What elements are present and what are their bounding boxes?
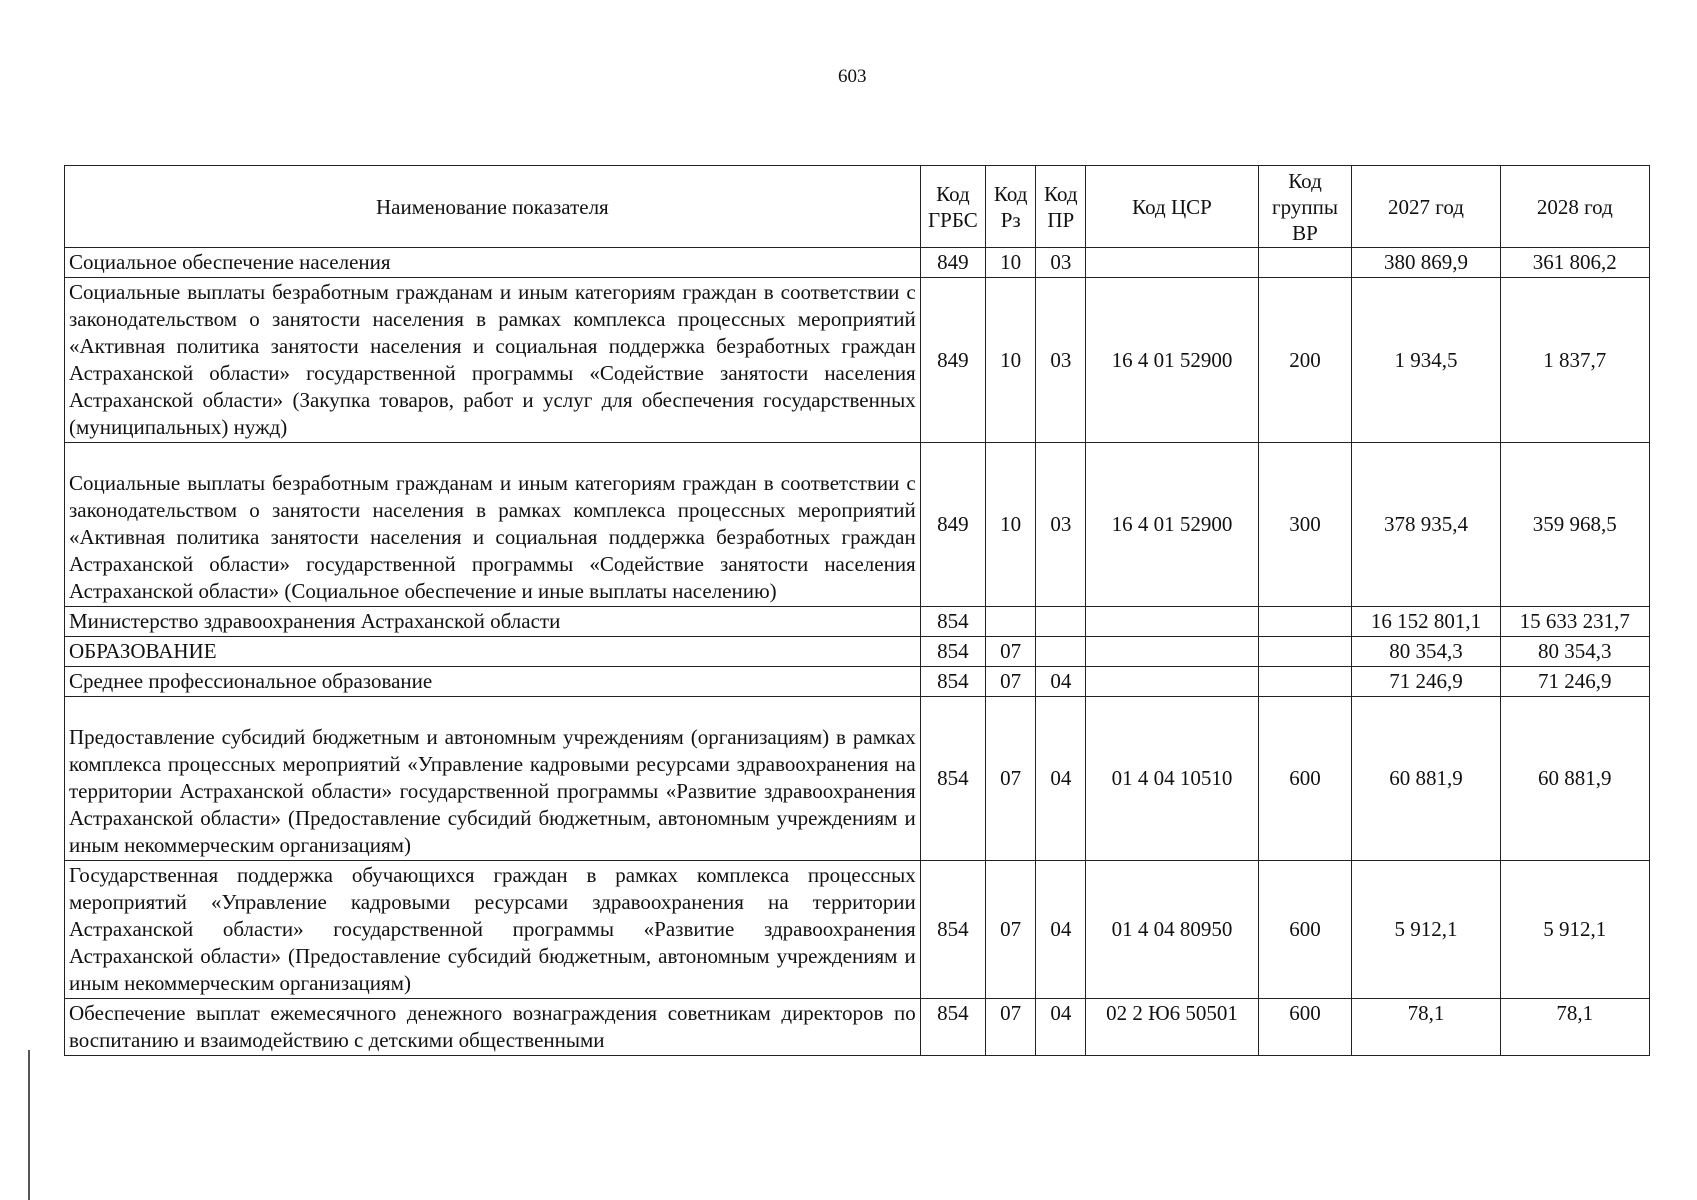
header-csr: Код ЦСР (1086, 166, 1258, 248)
row-name: Социальные выплаты безработным гражданам и иным категориям граждан в соответствии с законодательством о занятости населения в рамках комплекса процессных мероприятий «Активная политика занятости населения и социальная поддержка безработных граждан Астраханской области» государственной программы «Содействие занятости населения Астраханской области» (Закупка товаров, работ и услуг для обеспечения государственных (муниципальных) нужд) (65, 278, 921, 443)
row-rz: 07 (986, 667, 1036, 697)
binding-line (28, 1050, 30, 1200)
row-grbs: 854 (920, 667, 985, 697)
row-2027: 60 881,9 (1352, 697, 1500, 861)
row-name: Государственная поддержка обучающихся граждан в рамках комплекса процессных мероприятий «Управление кадровыми ресурсами здравоохранения на территории Астраханской области» государственной программы «Развитие здравоохранения Астраханской области» (Предоставление субсидий бюджетным, автономным учреждениям и иным некоммерческим организациям) (65, 861, 921, 999)
header-rz: Код Рз (986, 166, 1036, 248)
row-name: Социальное обеспечение населения (65, 248, 921, 278)
row-grbs: 854 (920, 999, 985, 1056)
table-row (65, 637, 1650, 667)
row-pr (1036, 637, 1086, 667)
row-2028: 5 912,1 (1500, 861, 1649, 999)
row-vr: 300 (1258, 443, 1352, 607)
row-2027: 380 869,9 (1352, 248, 1500, 278)
row-csr: 16 4 01 52900 (1086, 443, 1258, 607)
row-grbs: 849 (920, 278, 985, 443)
row-pr (1036, 607, 1086, 637)
row-csr (1086, 248, 1258, 278)
row-pr: 04 (1036, 861, 1086, 999)
row-pr: 03 (1036, 248, 1086, 278)
row-csr (1086, 667, 1258, 697)
row-name: Предоставление субсидий бюджетным и автономным учреждениям (организациям) в рамках комплекса процессных мероприятий «Управление кадровыми ресурсами здравоохранения на территории Астраханской области» государственной программы «Развитие здравоохранения Астраханской области» (Предоставление субсидий бюджетным, автономным учреждениям и иным некоммерческим организациям) (65, 697, 921, 861)
row-rz: 07 (986, 999, 1036, 1056)
row-2027: 71 246,9 (1352, 667, 1500, 697)
row-pr: 04 (1036, 667, 1086, 697)
row-rz: 07 (986, 861, 1036, 999)
page-number: 603 (838, 66, 867, 87)
row-pr: 03 (1036, 443, 1086, 607)
row-vr (1258, 637, 1352, 667)
table-row (65, 667, 1650, 697)
row-2027: 5 912,1 (1352, 861, 1500, 999)
row-2027: 378 935,4 (1352, 443, 1500, 607)
row-name: Обеспечение выплат ежемесячного денежного вознаграждения советникам директоров по воспитанию и взаимодействию с детскими общественными (65, 999, 921, 1056)
row-vr (1258, 248, 1352, 278)
row-csr (1086, 637, 1258, 667)
row-grbs: 854 (920, 607, 985, 637)
row-csr: 02 2 Ю6 50501 (1086, 999, 1258, 1056)
header-row (65, 166, 1650, 248)
row-rz (986, 607, 1036, 637)
table-row (65, 443, 1650, 607)
row-grbs: 854 (920, 637, 985, 667)
row-rz: 10 (986, 278, 1036, 443)
row-2027: 78,1 (1352, 999, 1500, 1056)
row-rz: 07 (986, 637, 1036, 667)
row-name: ОБРАЗОВАНИЕ (65, 637, 921, 667)
row-2027: 16 152 801,1 (1352, 607, 1500, 637)
row-pr: 04 (1036, 999, 1086, 1056)
row-pr: 04 (1036, 697, 1086, 861)
row-name: Министерство здравоохранения Астраханской области (65, 607, 921, 637)
header-grbs: Код ГРБС (920, 166, 985, 248)
row-2027: 1 934,5 (1352, 278, 1500, 443)
row-vr: 600 (1258, 999, 1352, 1056)
row-grbs: 854 (920, 697, 985, 861)
header-name: Наименование показателя (65, 166, 921, 248)
row-2028: 359 968,5 (1500, 443, 1649, 607)
table-row (65, 999, 1650, 1056)
row-csr: 01 4 04 10510 (1086, 697, 1258, 861)
row-2027: 80 354,3 (1352, 637, 1500, 667)
row-csr (1086, 607, 1258, 637)
row-csr: 01 4 04 80950 (1086, 861, 1258, 999)
table-row (65, 278, 1650, 443)
row-2028: 15 633 231,7 (1500, 607, 1649, 637)
table-row (65, 697, 1650, 861)
row-vr (1258, 607, 1352, 637)
row-rz: 07 (986, 697, 1036, 861)
row-2028: 361 806,2 (1500, 248, 1649, 278)
row-name: Среднее профессиональное образование (65, 667, 921, 697)
row-2028: 60 881,9 (1500, 697, 1649, 861)
row-rz: 10 (986, 248, 1036, 278)
budget-table (64, 165, 1650, 1056)
header-2027: 2027 год (1352, 166, 1500, 248)
row-grbs: 849 (920, 443, 985, 607)
row-name: Социальные выплаты безработным гражданам и иным категориям граждан в соответствии с законодательством о занятости населения в рамках комплекса процессных мероприятий «Активная политика занятости населения и социальная поддержка безработных граждан Астраханской области» государственной программы «Содействие занятости населения Астраханской области» (Социальное обеспечение и иные выплаты населению) (65, 443, 921, 607)
row-vr: 600 (1258, 861, 1352, 999)
table-row (65, 607, 1650, 637)
row-vr: 600 (1258, 697, 1352, 861)
table-row (65, 248, 1650, 278)
table-row (65, 861, 1650, 999)
header-vr: Код группы ВР (1258, 166, 1352, 248)
row-csr: 16 4 01 52900 (1086, 278, 1258, 443)
row-2028: 1 837,7 (1500, 278, 1649, 443)
row-vr (1258, 667, 1352, 697)
header-2028: 2028 год (1500, 166, 1649, 248)
row-2028: 71 246,9 (1500, 667, 1649, 697)
row-grbs: 849 (920, 248, 985, 278)
row-2028: 78,1 (1500, 999, 1649, 1056)
row-vr: 200 (1258, 278, 1352, 443)
row-rz: 10 (986, 443, 1036, 607)
header-pr: Код ПР (1036, 166, 1086, 248)
row-2028: 80 354,3 (1500, 637, 1649, 667)
row-pr: 03 (1036, 278, 1086, 443)
row-grbs: 854 (920, 861, 985, 999)
